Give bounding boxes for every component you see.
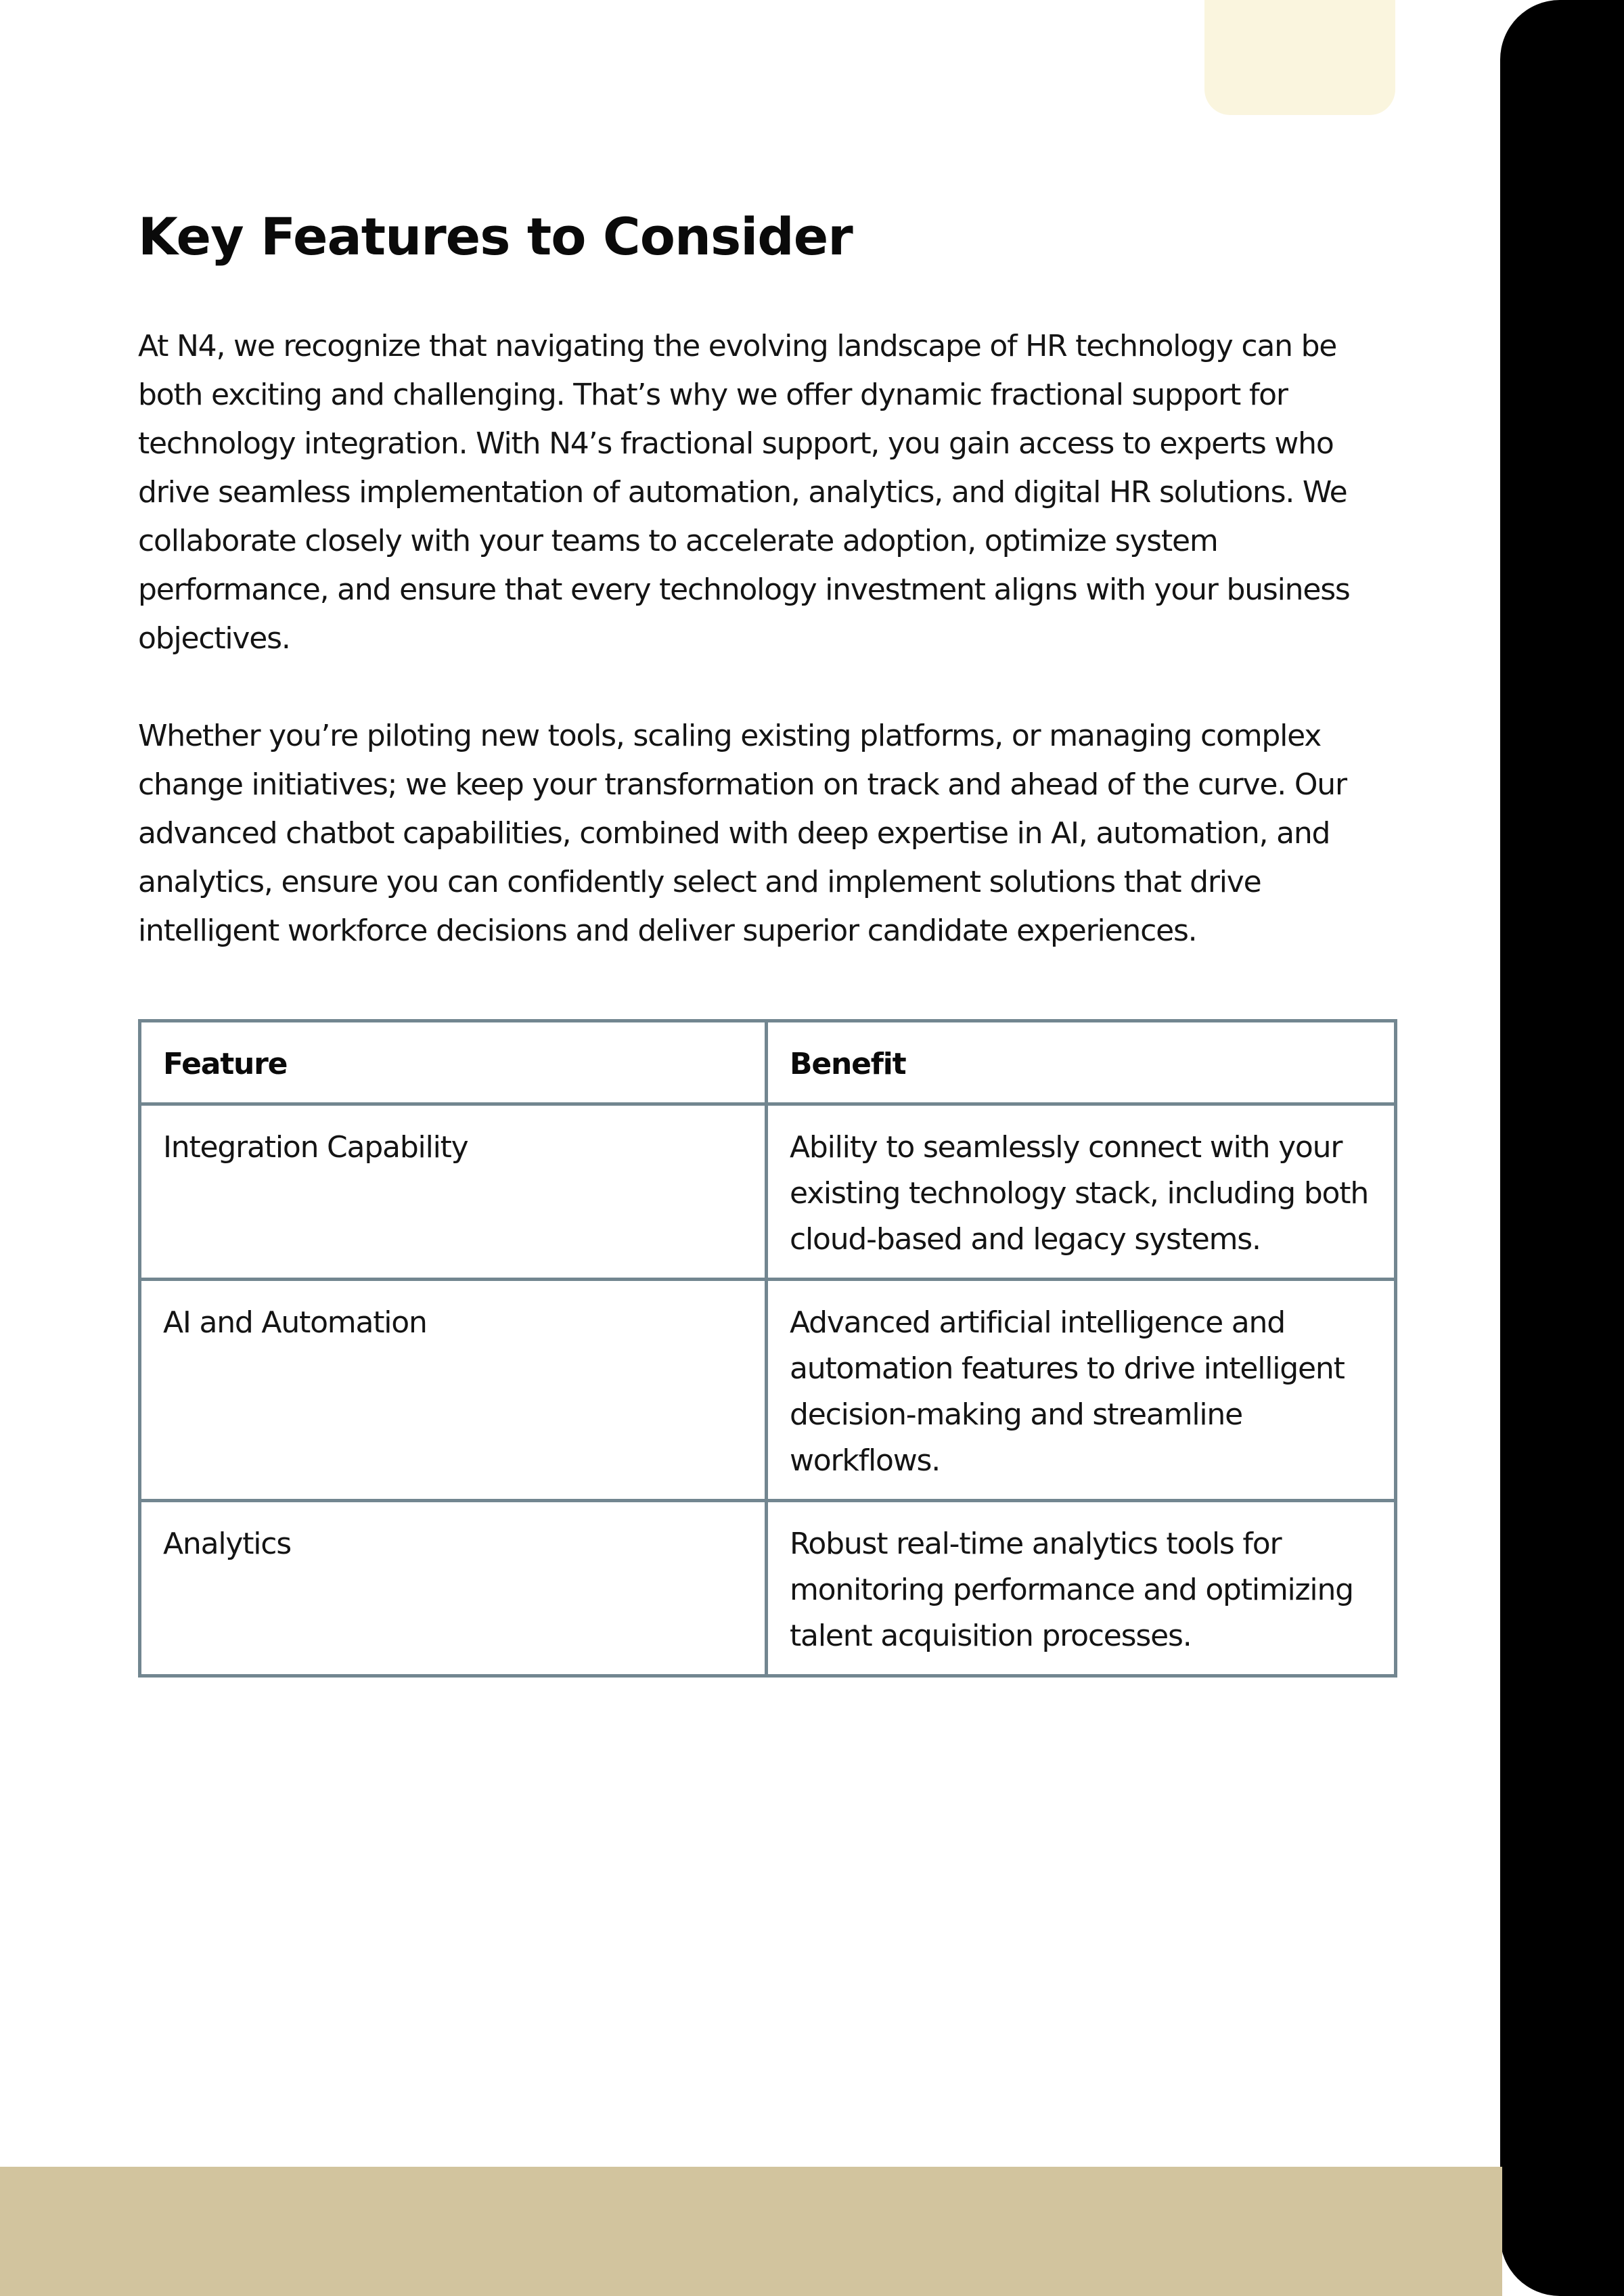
- feature-cell: Analytics: [140, 1501, 767, 1676]
- table-row: [140, 1501, 1396, 1676]
- footer-band: [0, 2167, 1502, 2296]
- table-header-row: [140, 1021, 1396, 1104]
- top-decorative-tab: [1204, 0, 1395, 115]
- benefit-cell: Robust real-time analytics tools for monitoring performance and optimizing talent acquisition processes.: [767, 1501, 1396, 1676]
- right-decorative-bar: [1500, 0, 1624, 2296]
- benefit-cell: Advanced artificial intelligence and automation features to drive intelligent decision-making and streamline workflows.: [767, 1280, 1396, 1501]
- feature-cell: Integration Capability: [140, 1104, 767, 1280]
- intro-paragraph: At N4, we recognize that navigating the evolving landscape of HR technology can be both exciting and challenging. That’s why we offer dynamic fractional support for technology integration. With N4’s fractional support, you gain access to experts who drive seamless implementation of automation, analytics, and digital HR solutions. We collaborate closely with your teams to accelerate adoption, optimize system performance, and ensure that every technology investment aligns with your business objectives.: [138, 329, 1350, 656]
- table-row: [140, 1280, 1396, 1501]
- header-feature: Feature: [140, 1021, 767, 1104]
- table-row: [140, 1104, 1396, 1280]
- page-title: Key Features to Consider: [138, 206, 853, 267]
- benefit-cell: Ability to seamlessly connect with your existing technology stack, including both cloud-based and legacy systems.: [767, 1104, 1396, 1280]
- page-content: [138, 203, 1397, 1678]
- header-benefit: Benefit: [767, 1021, 1396, 1104]
- second-paragraph: Whether you’re piloting new tools, scaling existing platforms, or managing complex change initiatives; we keep your transformation on track and ahead of the curve. Our advanced chatbot capabilities, combined with deep expertise in AI, automation, and analytics, ensure you can confidently select and implement solutions that drive intelligent workforce decisions and deliver superior candidate experiences.: [138, 719, 1347, 948]
- feature-cell: AI and Automation: [140, 1280, 767, 1501]
- features-table: [138, 1019, 1397, 1678]
